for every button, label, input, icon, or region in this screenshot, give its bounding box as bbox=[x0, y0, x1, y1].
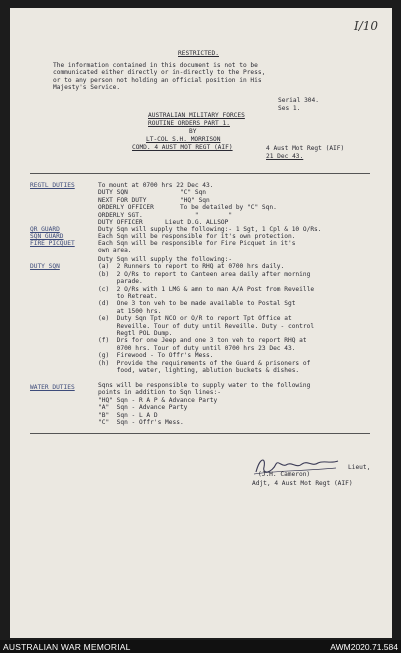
title-line-5: COMD. 4 AUST MOT REGT (AIF) bbox=[132, 144, 233, 151]
label-regtl-duties: REGTL DUTIES bbox=[30, 182, 75, 189]
title-line-1: AUSTRALIAN MILITARY FORCES bbox=[148, 112, 245, 119]
label-fire-picquet: FIRE PICQUET bbox=[30, 240, 75, 247]
label-water-duties: WATER DUTIES bbox=[30, 384, 75, 391]
serial-number: Serial 304. bbox=[278, 97, 319, 104]
fire-picquet-body: Each Sqn will be responsible for Fire Picquet in it's own area. bbox=[98, 240, 296, 255]
signatory-rank: Lieut, bbox=[348, 464, 371, 471]
title-line-3: BY bbox=[189, 128, 197, 135]
water-duties-body: Sqns will be responsible to supply water to the following points in addition to Sqn lines:- "HQ" Sqn - R A P & Advance Party "A" Sqn - Advance Party "B" Sqn - L A D "C" Sqn - Offr's Mess. bbox=[98, 382, 311, 427]
signatory-appointment: Adjt, 4 Aust Mot Regt (AIF) bbox=[252, 480, 353, 487]
order-date: 21 Dec 43. bbox=[266, 153, 304, 160]
restricted-heading: RESTRICTED. bbox=[178, 50, 219, 57]
label-duty-sqn: DUTY SQN bbox=[30, 263, 60, 270]
bottom-divider bbox=[30, 433, 370, 434]
signatory-name: (J.H. Cameron) bbox=[258, 471, 311, 478]
regtl-duties-body: To mount at 0700 hrs 22 Dec 43. DUTY SQN "C" Sqn NEXT FOR DUTY "HQ" Sqn ORDERLY OFFICER To be detailed by "C" Sqn. ORDERLY SGT. " " DUTY OFFICER Lieut D.G. ALLSOP bbox=[98, 182, 277, 227]
qr-guard-body: Duty Sqn will supply the following:- 1 Sgt, 1 Cpl & 10 O/Rs. bbox=[98, 226, 322, 233]
top-divider bbox=[30, 173, 370, 174]
page-number-annotation: I/10 bbox=[354, 19, 379, 33]
unit-name: 4 Aust Mot Regt (AIF) bbox=[266, 145, 345, 152]
archive-name: AUSTRALIAN WAR MEMORIAL bbox=[3, 642, 131, 652]
label-sqn-guard: SQN GUARD bbox=[30, 233, 64, 240]
title-line-4: LT-COL S.H. MORRISON bbox=[146, 136, 221, 143]
title-line-2: ROUTINE ORDERS PART 1. bbox=[148, 120, 230, 127]
accession-number: AWM2020.71.584 bbox=[330, 642, 398, 652]
archive-footer bbox=[0, 640, 401, 653]
sqn-guard-body: Each Sqn will be responsible for it's own protection. bbox=[98, 233, 296, 240]
label-qr-guard: QR GUARD bbox=[30, 226, 60, 233]
sheet-number: Ses 1. bbox=[278, 105, 301, 112]
duty-sqn-body: Duty Sqn will supply the following:- (a) 2 Runners to report to RHQ at 0700 hrs daily. (b) 2 O/Rs to report to Canteen area daily after morning parade. (c) 2 O/Rs with 1 LMG & amn to man A/A Post from Reveille to Retreat. (d) One 3 ton veh to be made available to Postal Sgt at 1500 hrs. (e) Duty Sqn Tpt NCO or O/R to report Tpt Office at Reveille. Tour of duty until Reveille. Duty - control Regtl POL Dump. (f) Drs for one Jeep and one 3 ton veh to report RHQ at 0700 hrs. Tour of duty until 0700 hrs 23 Dec 43. (g) Firewood - To Offr's Mess. (h) Provide the requirements of the Guard & prisoners of food, water, lighting, ablution buckets & dishes. bbox=[98, 256, 315, 375]
restriction-notice: The information contained in this document is not to be communicated either directly or in-directly to the Press, or to any person not holding an official position in His Majesty's Service. bbox=[53, 62, 266, 92]
